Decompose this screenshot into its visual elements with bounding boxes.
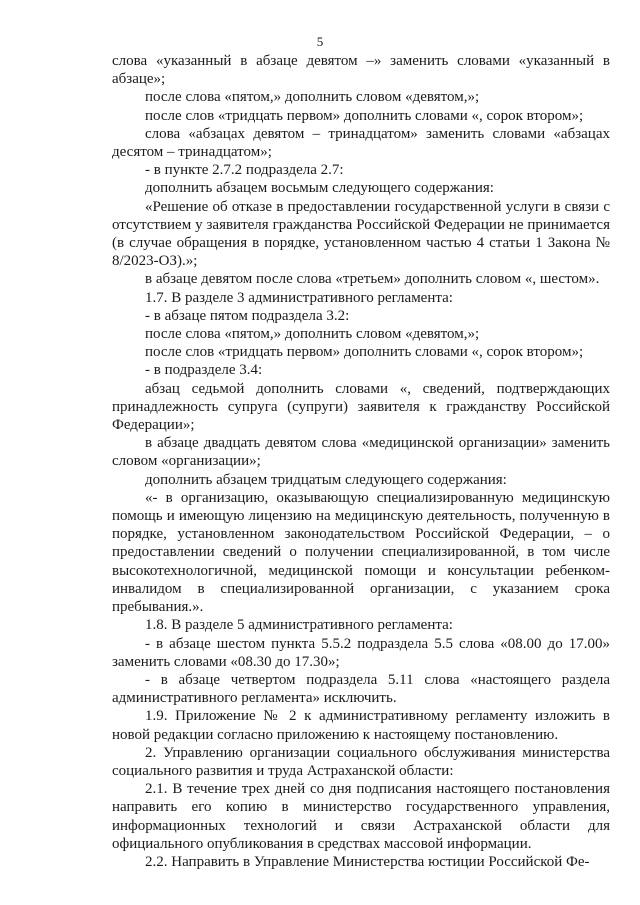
paragraph: дополнить абзацем восьмым следующего содержания:	[145, 180, 494, 197]
paragraph: абзац седьмой дополнить словами «, сведений, подтверждающих принадлежность супруга (супруги) заявителя к гражданству Российской Федерации»;	[112, 380, 610, 434]
paragraph: после слов «тридцать первом» дополнить словами «, сорок втором»;	[145, 107, 584, 124]
paragraph: 1.9. Приложение № 2 к административному регламенту изложить в новой редакции согласно приложению к настоящему постановлению.	[112, 708, 610, 743]
paragraph: - в абзаце пятом подраздела 3.2:	[145, 307, 350, 324]
paragraph: дополнить абзацем тридцатым следующего содержания:	[145, 471, 507, 488]
paragraph: после слов «тридцать первом» дополнить словами «, сорок втором»;	[145, 344, 584, 361]
paragraph: в абзаце девятом после слова «третьем» дополнить словом «, шестом».	[145, 271, 600, 288]
paragraph: - в абзаце шестом пункта 5.5.2 подраздела 5.5 слова «08.00 до 17.00» заменить словами «08.30 до 17.30»;	[112, 635, 610, 670]
paragraph: - в пункте 2.7.2 подраздела 2.7:	[145, 162, 344, 179]
document-body	[112, 52, 610, 871]
paragraph: 2. Управлению организации социального обслуживания министерства социального развития и труда Астраханской области:	[112, 744, 610, 779]
section-heading: 1.8. В разделе 5 административного регламента:	[145, 617, 453, 634]
paragraph: «- в организацию, оказывающую специализированную медицинскую помощь и имеющую лицензию на медицинскую деятельность, полученную в порядке, установленном законодательством Российской Федерации, – о предоставлении сведений о получении специализированной, в том числе высокотехнологичной, медицинской помощи и консультации ребенком-инвалидом в специализированной организации, с указанием срока пребывания.».	[112, 489, 610, 616]
paragraph: «Решение об отказе в предоставлении государственной услуги в связи с отсутствием у заявителя гражданства Российской Федерации не принимается (в случае обращения в порядке, установленном частью 4 статьи 1 Закона № 8/2023-ОЗ).»;	[112, 198, 610, 270]
paragraph: в абзаце двадцать девятом слова «медицинской организации» заменить словом «организации»;	[112, 435, 610, 470]
paragraph: 2.1. В течение трех дней со дня подписания настоящего постановления направить его копию в министерство государственного управления, информационных технологий и связи Астраханской области для официального опубликования в средствах массовой информации.	[112, 781, 610, 852]
section-heading: 1.7. В разделе 3 административного регламента:	[145, 289, 453, 306]
paragraph: слова «указанный в абзаце девятом –» заменить словами «указанный в абзаце»;	[112, 53, 610, 88]
paragraph: - в абзаце четвертом подраздела 5.11 слова «настоящего раздела административного регламента» исключить.	[112, 671, 610, 707]
paragraph: - в подразделе 3.4:	[145, 362, 263, 379]
paragraph: 2.2. Направить в Управление Министерства юстиции Российской Фе-	[145, 853, 590, 870]
paragraph: после слова «пятом,» дополнить словом «девятом,»;	[145, 89, 480, 106]
paragraph: после слова «пятом,» дополнить словом «девятом,»;	[145, 326, 480, 343]
paragraph: слова «абзацах девятом – тринадцатом» заменить словами «абзацах десятом – тринадцатом»;	[112, 125, 610, 161]
page-number: 5	[316, 34, 324, 49]
